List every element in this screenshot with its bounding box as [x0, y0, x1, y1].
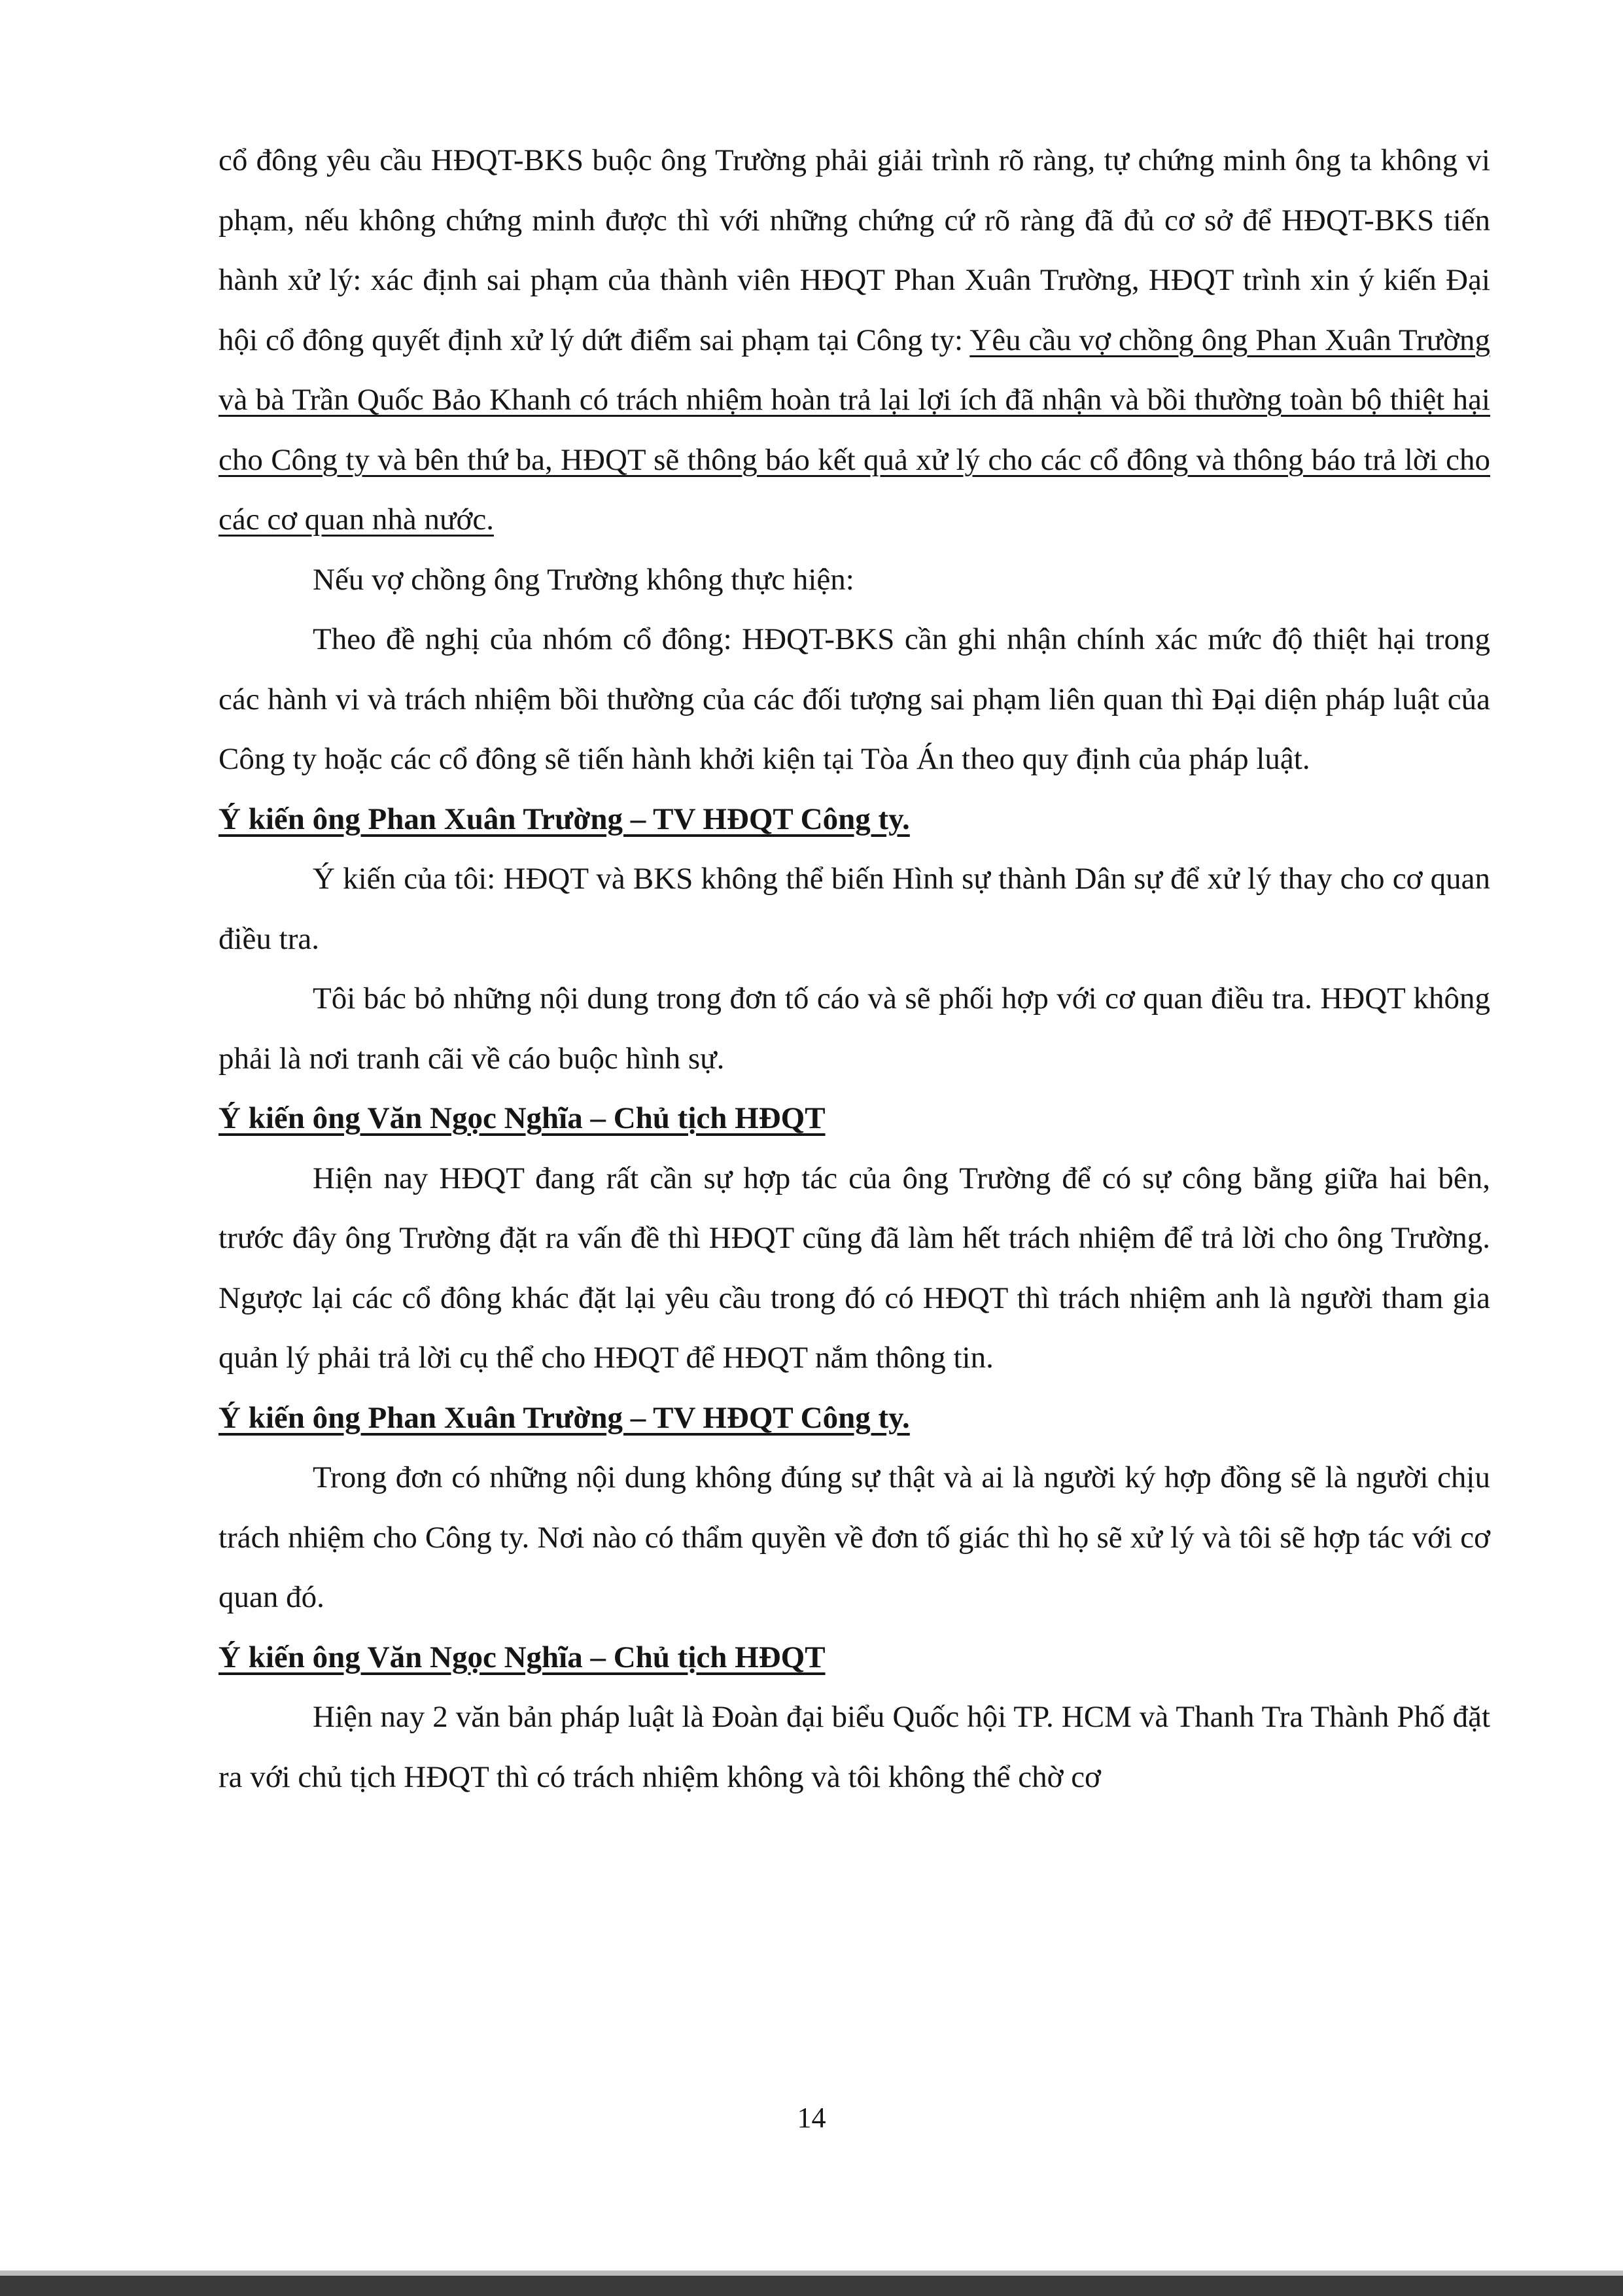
section-heading-text: Ý kiến ông Phan Xuân Trường – TV HĐQT Công ty. [218, 1400, 910, 1435]
page-number: 14 [797, 2102, 826, 2134]
document-body [218, 131, 1490, 1807]
section-heading [218, 790, 1490, 850]
paragraph: Nếu vợ chồng ông Trường không thực hiện: [313, 562, 854, 597]
paragraph: Ý kiến của tôi: HĐQT và BKS không thể biến Hình sự thành Dân sự để xử lý thay cho cơ quan điều tra. [218, 862, 1490, 956]
scan-edge [0, 2276, 1623, 2296]
paragraph: Hiện nay 2 văn bản pháp luật là Đoàn đại biểu Quốc hội TP. HCM và Thanh Tra Thành Phố đặt ra với chủ tịch HĐQT thì có trách nhiệm không và tôi không thể chờ cơ [218, 1700, 1490, 1794]
paragraph-continuation [218, 131, 1490, 550]
paragraph: Hiện nay HĐQT đang rất cần sự hợp tác của ông Trường để có sự công bằng giữa hai bên, trước đây ông Trường đặt ra vấn đề thì HĐQT cũng đã làm hết trách nhiệm để trả lời cho ông Trường. Ngược lại các cổ đông khác đặt lại yêu cầu trong đó có HĐQT thì trách nhiệm anh là người tham gia quản lý phải trả lời cụ thể cho HĐQT để HĐQT nắm thông tin. [218, 1161, 1490, 1375]
paragraph-text: cổ đông yêu cầu HĐQT-BKS buộc ông Trường phải giải trình rõ ràng, tự chứng minh ông ta không vi phạm, nếu không chứng minh được thì với những chứng cứ rõ ràng đã đủ cơ sở để HĐQT-BKS tiến hành xử lý: xác định sai phạm của thành viên HĐQT Phan Xuân Trường, HĐQT trình xin ý kiến Đại hội cổ đông quyết định xử lý dứt điểm sai phạm tại Công ty: [218, 143, 1490, 357]
section-heading [218, 1628, 1490, 1688]
section-heading [218, 1388, 1490, 1449]
underlined-request-text: Yêu cầu vợ chồng ông Phan Xuân Trường và bà Trần Quốc Bảo Khanh có trách nhiệm hoàn trả lại lợi ích đã nhận và bồi thường toàn bộ thiệt hại cho Công ty và bên thứ ba, HĐQT sẽ thông báo kết quả xử lý cho các cổ đông và thông báo trả lời cho các cơ quan nhà nước. [218, 323, 1490, 537]
paragraph: Trong đơn có những nội dung không đúng sự thật và ai là người ký hợp đồng sẽ là người chịu trách nhiệm cho Công ty. Nơi nào có thẩm quyền về đơn tố giác thì họ sẽ xử lý và tôi sẽ hợp tác với cơ quan đó. [218, 1460, 1490, 1614]
section-heading-text: Ý kiến ông Văn Ngọc Nghĩa – Chủ tịch HĐQT [218, 1101, 826, 1135]
section-heading-text: Ý kiến ông Phan Xuân Trường – TV HĐQT Công ty. [218, 802, 910, 836]
section-heading-text: Ý kiến ông Văn Ngọc Nghĩa – Chủ tịch HĐQT [218, 1640, 826, 1674]
scan-edge-shadow [0, 2270, 1623, 2276]
paragraph: Tôi bác bỏ những nội dung trong đơn tố cáo và sẽ phối hợp với cơ quan điều tra. HĐQT không phải là nơi tranh cãi về cáo buộc hình sự. [218, 981, 1490, 1076]
paragraph: Theo đề nghị của nhóm cổ đông: HĐQT-BKS cần ghi nhận chính xác mức độ thiệt hại trong các hành vi và trách nhiệm bồi thường của các đối tượng sai phạm liên quan thì Đại diện pháp luật của Công ty hoặc các cổ đông sẽ tiến hành khởi kiện tại Tòa Án theo quy định của pháp luật. [218, 622, 1490, 776]
section-heading [218, 1089, 1490, 1149]
